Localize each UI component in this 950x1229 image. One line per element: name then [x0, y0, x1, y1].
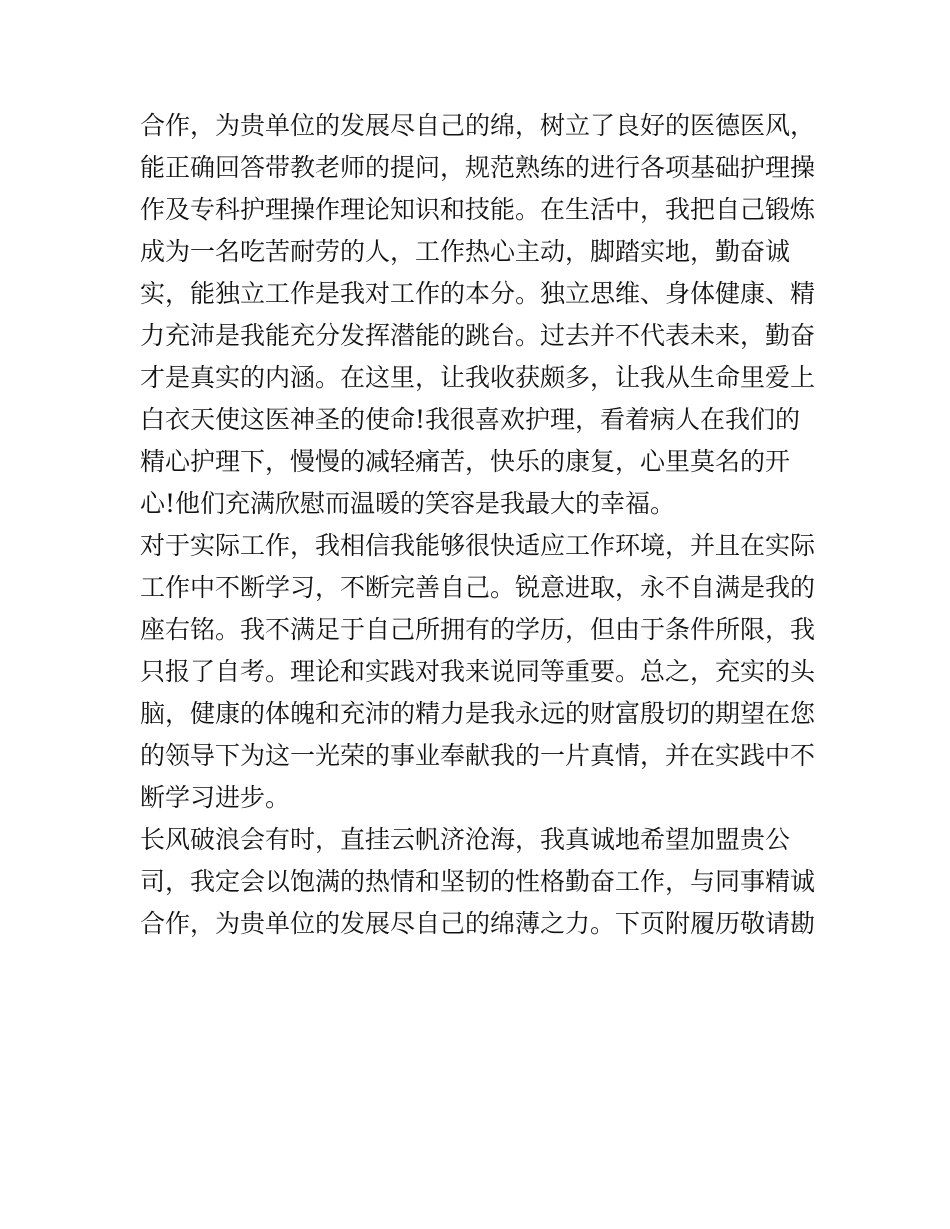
- text-line: 合作，为贵单位的发展尽自己的绵，树立了良好的医德医风，: [140, 111, 816, 140]
- text-line: 只报了自考。理论和实践对我来说同等重要。总之，充实的头: [140, 657, 816, 686]
- body-text: [140, 105, 820, 945]
- text-line: 能正确回答带教老师的提问，规范熟练的进行各项基础护理操: [140, 153, 816, 182]
- text-line: 实，能独立工作是我对工作的本分。独立思维、身体健康、精: [140, 279, 816, 308]
- text-line: 心!他们充满欣慰而温暖的笑容是我最大的幸福。: [140, 489, 676, 518]
- text-line: 才是真实的内涵。在这里，让我收获颇多，让我从生命里爱上: [140, 363, 816, 392]
- text-line: 成为一名吃苦耐劳的人，工作热心主动，脚踏实地，勤奋诚: [140, 237, 791, 266]
- text-line: 长风破浪会有时，直挂云帆济沧海，我真诚地希望加盟贵公: [140, 825, 791, 854]
- text-line: 断学习进步。: [140, 783, 291, 812]
- text-line: 合作，为贵单位的发展尽自己的绵薄之力。下页附履历敬请勘: [140, 909, 816, 938]
- text-line: 工作中不断学习，不断完善自己。锐意进取，永不自满是我的: [140, 573, 816, 602]
- text-line: 白衣天使这医神圣的使命!我很喜欢护理，看着病人在我们的: [140, 405, 801, 434]
- text-line: 作及专科护理操作理论知识和技能。在生活中，我把自己锻炼: [140, 195, 816, 224]
- text-line: 的领导下为这一光荣的事业奉献我的一片真情，并在实践中不: [140, 741, 816, 770]
- text-line: 座右铭。我不满足于自己所拥有的学历，但由于条件所限，我: [140, 615, 816, 644]
- text-line: 精心护理下，慢慢的减轻痛苦，快乐的康复，心里莫名的开: [140, 447, 791, 476]
- text-line: 司，我定会以饱满的热情和坚韧的性格勤奋工作，与同事精诚: [140, 867, 816, 896]
- text-line: 力充沛是我能充分发挥潜能的跳台。过去并不代表未来，勤奋: [140, 321, 816, 350]
- text-line: 对于实际工作，我相信我能够很快适应工作环境，并且在实际: [140, 531, 816, 560]
- text-line: 脑，健康的体魄和充沛的精力是我永远的财富殷切的期望在您: [140, 699, 816, 728]
